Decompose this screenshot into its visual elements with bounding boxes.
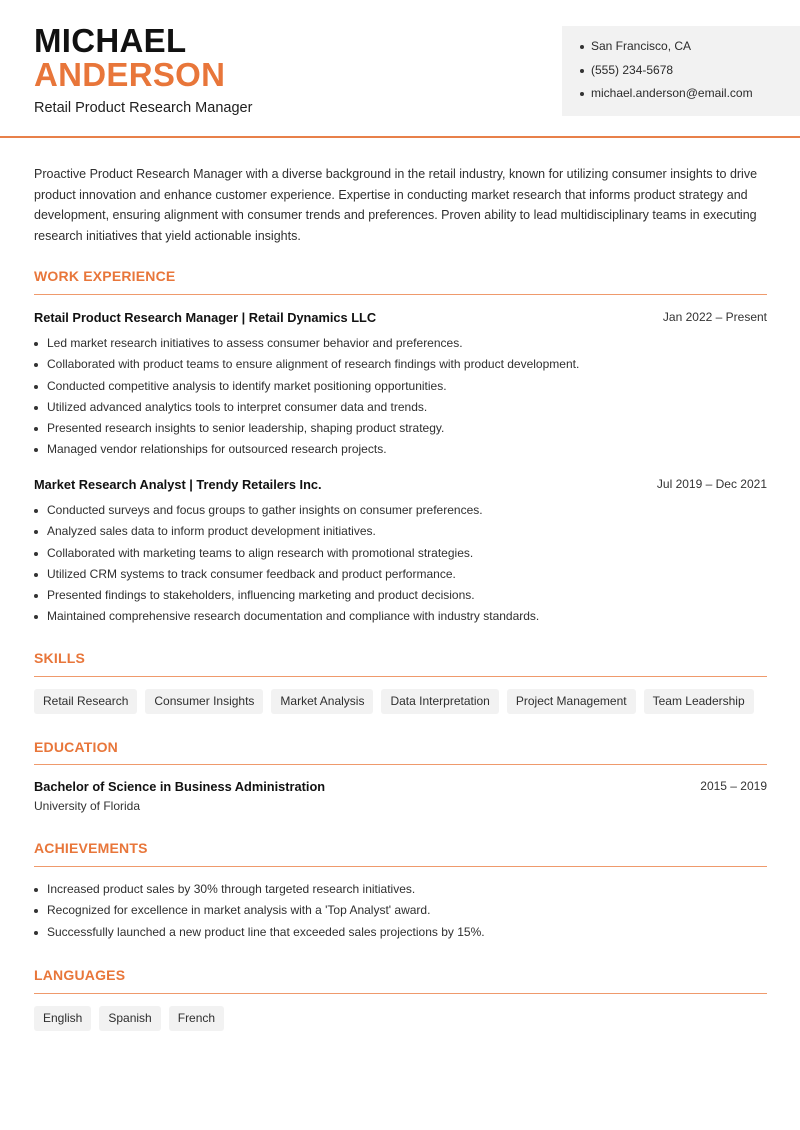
bullet-text: Presented findings to stakeholders, influencing marketing and product decisions. (47, 588, 475, 603)
bullet-text: Utilized advanced analytics tools to interpret consumer data and trends. (47, 399, 428, 414)
skill-tag: Team Leadership (644, 689, 754, 714)
bullet-text: Maintained comprehensive research documentation and compliance with industry standards. (47, 609, 540, 624)
skill-tag: Consumer Insights (145, 689, 263, 714)
bullet-text: Collaborated with product teams to ensure alignment of research findings with product development. (47, 357, 580, 372)
language-tag: English (34, 1006, 91, 1031)
job-title-1: Retail Product Research Manager | Retail Dynamics LLC (34, 310, 377, 325)
section-divider (34, 993, 767, 994)
language-tag: French (169, 1006, 224, 1031)
list-item (34, 502, 767, 523)
language-tag: Spanish (99, 1006, 160, 1031)
bullet-text: Analyzed sales data to inform product development initiatives. (47, 524, 376, 539)
section-title-achievements: ACHIEVEMENTS (34, 840, 148, 856)
skills-list (34, 689, 754, 714)
bullet-icon (580, 92, 584, 96)
last-name: ANDERSON (34, 56, 226, 93)
bullet-text: Recognized for excellence in market analysis with a 'Top Analyst' award. (47, 903, 431, 918)
bullet-text: Successfully launched a new product line that exceeded sales projections by 15%. (47, 924, 485, 939)
bullet-icon (34, 509, 38, 513)
section-title-education: EDUCATION (34, 739, 118, 755)
job-title: Retail Product Research Manager (34, 100, 253, 116)
education-dates: 2015 – 2019 (700, 779, 767, 793)
bullet-icon (34, 448, 38, 452)
list-item (34, 441, 767, 462)
achievements-list (34, 881, 767, 945)
section-divider (34, 294, 767, 295)
job-bullets-2 (34, 502, 767, 630)
list-item (34, 566, 767, 587)
bullet-text: Conducted surveys and focus groups to gather insights on consumer preferences. (47, 503, 483, 517)
resume-header (0, 0, 800, 138)
job-dates-2: Jul 2019 – Dec 2021 (656, 477, 767, 491)
skill-tag: Data Interpretation (381, 689, 498, 714)
contact-phone (580, 62, 800, 86)
list-item (34, 881, 767, 902)
list-item (34, 924, 767, 945)
contact-email-text: michael.anderson@email.com (591, 86, 753, 100)
contact-location (580, 38, 800, 62)
bullet-icon (580, 45, 584, 49)
bullet-icon (34, 573, 38, 577)
section-divider (34, 676, 767, 677)
bullet-icon (34, 552, 38, 556)
bullet-icon (34, 909, 38, 913)
list-item (34, 587, 767, 608)
bullet-icon (34, 888, 38, 892)
bullet-icon (34, 615, 38, 619)
skill-tag: Market Analysis (271, 689, 373, 714)
bullet-icon (34, 530, 38, 534)
bullet-icon (34, 594, 38, 598)
bullet-icon (34, 363, 38, 367)
job-dates-1: Jan 2022 – Present (662, 310, 767, 324)
skill-tag: Retail Research (34, 689, 137, 714)
bullet-icon (34, 342, 38, 346)
bullet-text: Led market research initiatives to assess consumer behavior and preferences. (47, 336, 463, 350)
section-title-skills: SKILLS (34, 650, 85, 666)
contact-location-text: San Francisco, CA (591, 39, 692, 53)
bullet-text: Utilized CRM systems to track consumer feedback and product performance. (47, 566, 456, 581)
bullet-text: Presented research insights to senior leadership, shaping product strategy. (47, 421, 445, 436)
job-bullets-1 (34, 335, 767, 463)
languages-list (34, 1006, 224, 1031)
job-title-2: Market Research Analyst | Trendy Retailers Inc. (34, 477, 322, 492)
section-title-work: WORK EXPERIENCE (34, 268, 176, 284)
list-item (34, 523, 767, 544)
list-item (34, 378, 767, 399)
bullet-text: Collaborated with marketing teams to align research with promotional strategies. (47, 545, 474, 560)
list-item (34, 608, 767, 629)
contact-box (562, 26, 800, 116)
bullet-text: Conducted competitive analysis to identify market positioning opportunities. (47, 378, 447, 393)
contact-phone-text: (555) 234-5678 (591, 62, 674, 77)
summary: Proactive Product Research Manager with a diverse background in the retail industry, known for utilizing consumer insights to drive product innovation and enhance customer experience. Expertise in conducting market research that informs product strategy and development, ensuring alignment with consumer trends and preferences. Proven ability to lead multidisciplinary teams in executing research initiatives that yield actionable insights. (34, 167, 758, 243)
education-school: University of Florida (34, 799, 141, 813)
bullet-icon (580, 69, 584, 73)
bullet-text: Increased product sales by 30% through targeted research initiatives. (47, 882, 416, 896)
section-title-languages: LANGUAGES (34, 967, 126, 983)
list-item (34, 356, 767, 377)
skill-tag: Project Management (507, 689, 636, 714)
bullet-icon (34, 385, 38, 389)
list-item (34, 902, 767, 923)
section-divider (34, 764, 767, 765)
bullet-icon (34, 406, 38, 410)
bullet-icon (34, 427, 38, 431)
contact-email (580, 85, 800, 109)
bullet-icon (34, 931, 38, 935)
list-item (34, 420, 767, 441)
list-item (34, 399, 767, 420)
section-divider (34, 866, 767, 867)
bullet-text: Managed vendor relationships for outsourced research projects. (47, 442, 387, 457)
first-name: MICHAEL (34, 22, 187, 59)
education-degree: Bachelor of Science in Business Administration (34, 779, 326, 794)
list-item (34, 335, 767, 356)
list-item (34, 545, 767, 566)
